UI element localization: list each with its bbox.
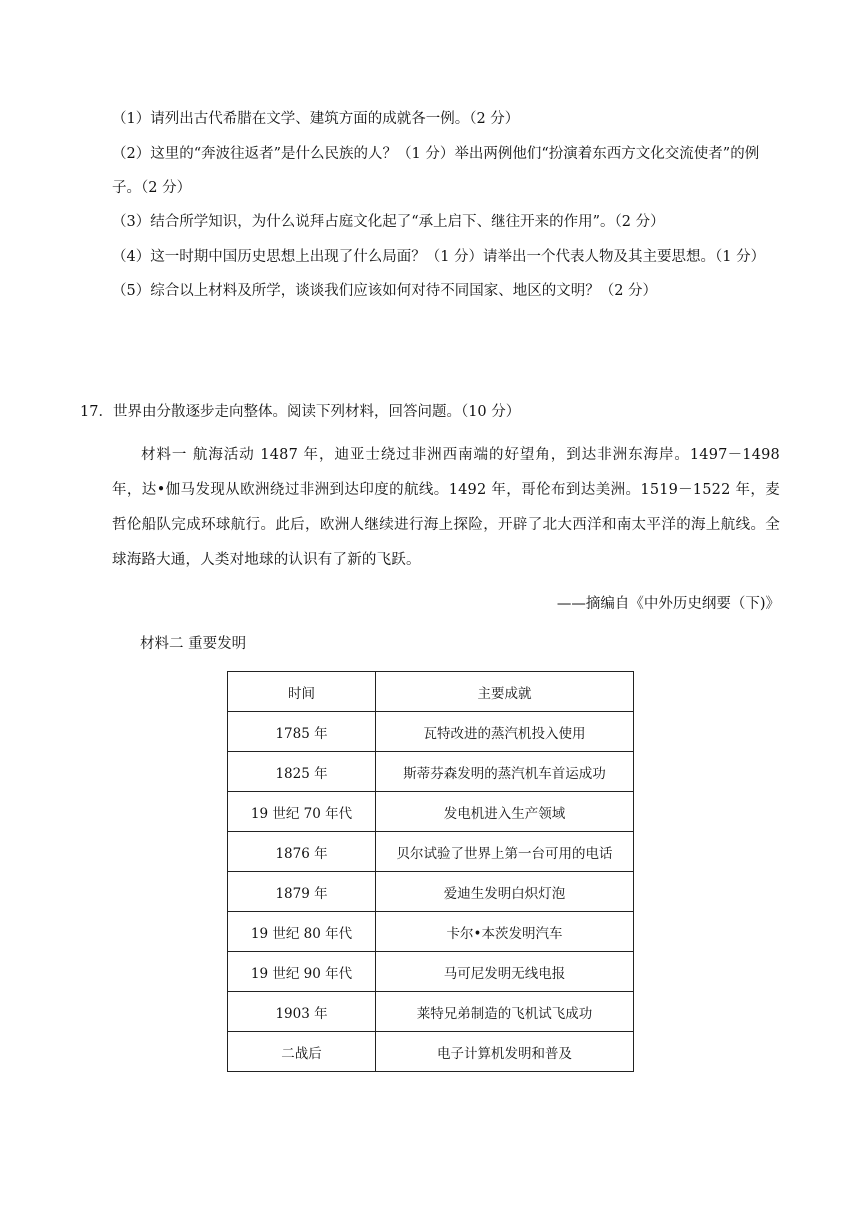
material-2-label: 材料二 重要发明 — [140, 636, 247, 652]
table-header-time: 时间 — [228, 672, 376, 712]
table-cell-time: 1876 年 — [228, 832, 376, 872]
material-1-source: ——摘编自《中外历史纲要（下)》 — [556, 596, 780, 612]
table-cell-time: 19 世纪 90 年代 — [228, 952, 376, 992]
table-row — [228, 712, 634, 752]
table-row — [228, 952, 634, 992]
table-row — [228, 792, 634, 832]
table-cell-achievement: 爱迪生发明白炽灯泡 — [376, 872, 634, 912]
table-row — [228, 752, 634, 792]
table-header-achievement: 主要成就 — [376, 672, 634, 712]
table-cell-achievement: 莱特兄弟制造的飞机试飞成功 — [376, 992, 634, 1032]
inventions-table — [227, 671, 634, 1072]
table-cell-time: 19 世纪 80 年代 — [228, 912, 376, 952]
table-cell-achievement: 瓦特改进的蒸汽机投入使用 — [376, 712, 634, 752]
table-cell-time: 19 世纪 70 年代 — [228, 792, 376, 832]
table-cell-achievement: 电子计算机发明和普及 — [376, 1032, 634, 1072]
table-header-row — [228, 672, 634, 712]
table-row — [228, 992, 634, 1032]
table-cell-achievement: 发电机进入生产领域 — [376, 792, 634, 832]
subquestion-4: （4）这一时期中国历史思想上出现了什么局面？（1 分）请举出一个代表人物及其主要思想。（1 分） — [112, 249, 766, 265]
table-row — [228, 872, 634, 912]
table-cell-time: 二战后 — [228, 1032, 376, 1072]
subquestion-1: （1）请列出古代希腊在文学、建筑方面的成就各一例。（2 分） — [112, 111, 520, 127]
table-cell-achievement: 卡尔•本茨发明汽车 — [376, 912, 634, 952]
table-cell-achievement: 贝尔试验了世界上第一台可用的电话 — [376, 832, 634, 872]
subquestion-2: （2）这里的“奔波往返者”是什么民族的人？（1 分）举出两例他们“扮演着东西方文化交流使者”的例 — [112, 146, 760, 162]
table-cell-achievement: 马可尼发明无线电报 — [376, 952, 634, 992]
table-row — [228, 912, 634, 952]
subquestion-2-continued: 子。（2 分） — [112, 180, 192, 196]
table-cell-achievement: 斯蒂芬森发明的蒸汽机车首运成功 — [376, 752, 634, 792]
question-17-heading: 17．世界由分散逐步走向整体。阅读下列材料，回答问题。（10 分） — [80, 404, 521, 420]
table-cell-time: 1825 年 — [228, 752, 376, 792]
table-row — [228, 832, 634, 872]
table-cell-time: 1879 年 — [228, 872, 376, 912]
table-cell-time: 1785 年 — [228, 712, 376, 752]
table-cell-time: 1903 年 — [228, 992, 376, 1032]
subquestion-3: （3）结合所学知识，为什么说拜占庭文化起了“承上启下、继往开来的作用”。（2 分） — [112, 214, 665, 230]
table-row — [228, 1032, 634, 1072]
material-1-paragraph: 材料一 航海活动 1487 年，迪亚士绕过非洲西南端的好望角，到达非洲东海岸。1497－1498 年，达•伽马发现从欧洲绕过非洲到达印度的航线。1492 年，哥伦布到达美洲。1519－1522 年，麦哲伦船队完成环球航行。此后，欧洲人继续进行海上探险，开辟了北大西洋和南太平洋的海上航线。全球海路大通，人类对地球的认识有了新的飞跃。 — [112, 447, 780, 568]
subquestion-5: （5）综合以上材料及所学，谈谈我们应该如何对待不同国家、地区的文明？（2 分） — [112, 283, 658, 299]
